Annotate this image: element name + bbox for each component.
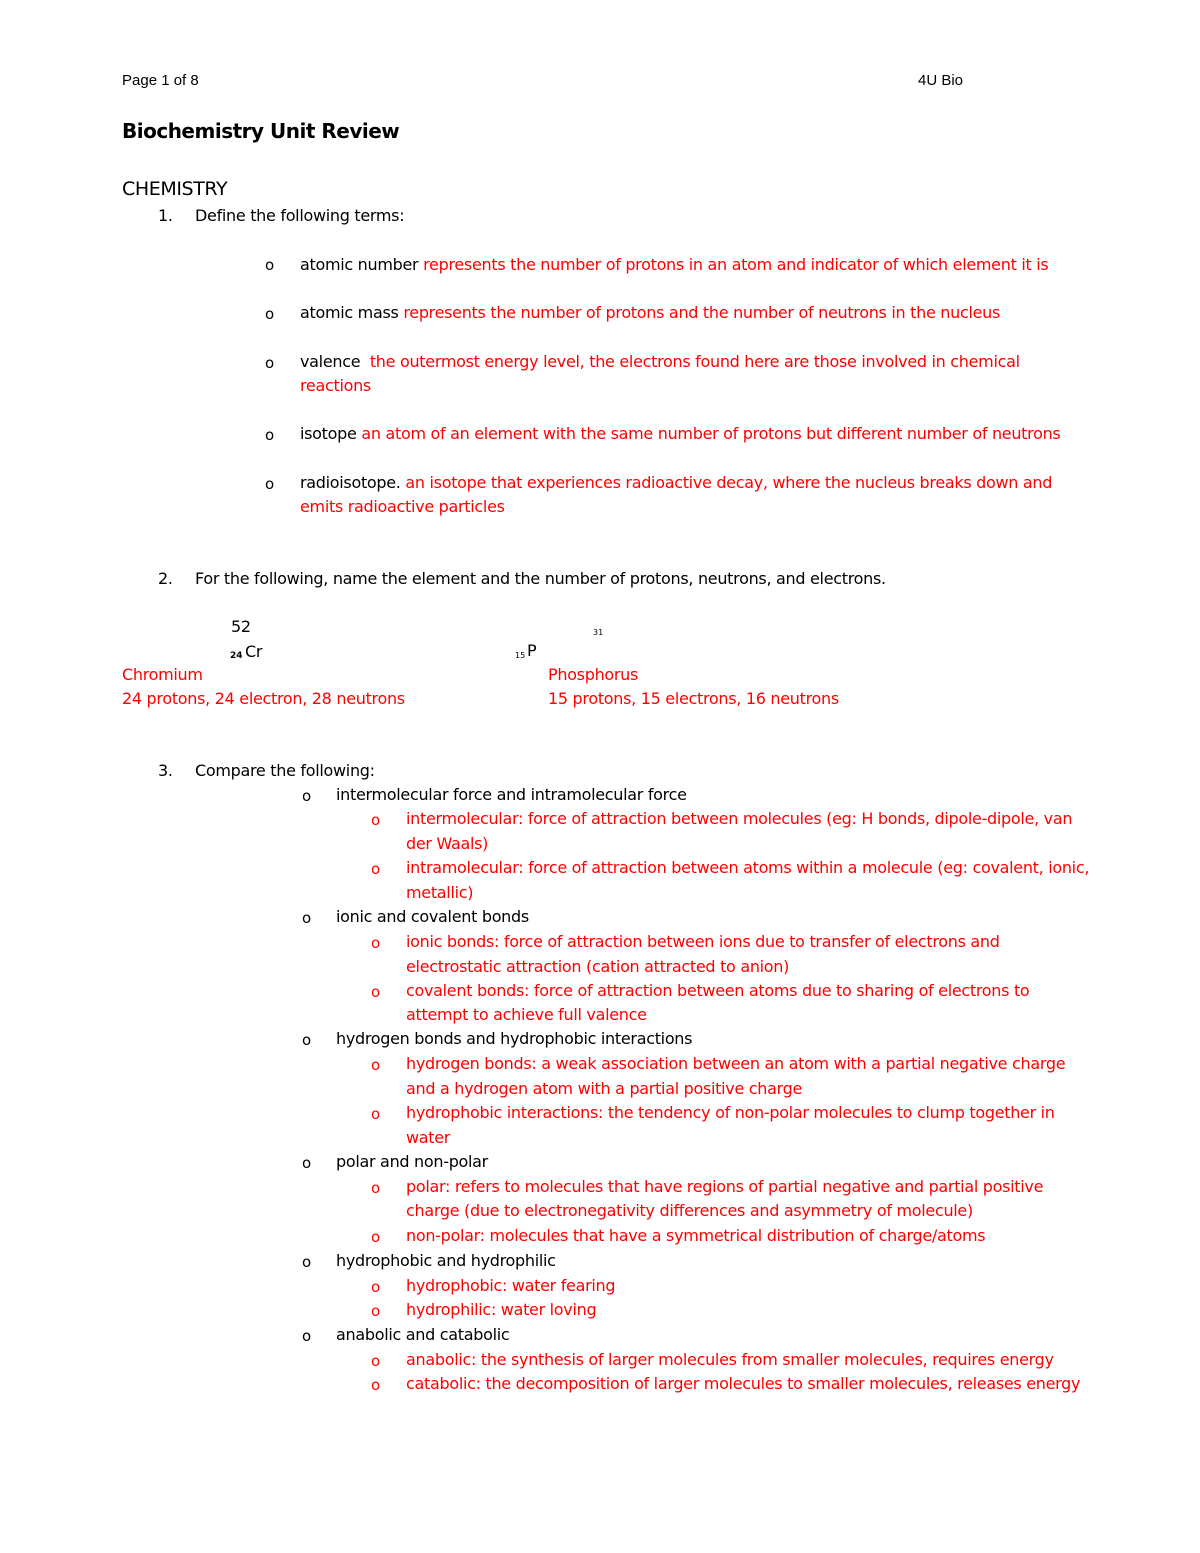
sub-bullet-icon: o (371, 1302, 381, 1320)
atomic-number-b: 15 (515, 651, 526, 660)
bullet-icon: o (302, 787, 312, 805)
sub-bullet-icon: o (371, 1179, 381, 1197)
mass-number-b: 31 (593, 628, 604, 637)
atomic-number-a: 24 (230, 651, 243, 661)
bullet-icon: o (302, 909, 312, 927)
compare-sub-answer: intramolecular: force of attraction between atoms within a molecule (eg: covalent, ionic, (406, 858, 1090, 877)
term-label: isotope (300, 424, 357, 443)
compare-sub-answer: covalent bonds: force of attraction between atoms due to sharing of electrons to (406, 981, 1030, 1000)
sub-bullet-icon: o (371, 1376, 381, 1394)
sub-bullet-icon: o (371, 1352, 381, 1370)
compare-sub-answer-continued: electrostatic attraction (cation attracted to anion) (406, 957, 790, 976)
sub-bullet-icon: o (371, 811, 381, 829)
compare-item-label: intermolecular force and intramolecular force (336, 785, 687, 804)
section-heading: CHEMISTRY (122, 178, 228, 200)
bullet-icon: o (265, 426, 275, 444)
term-answer-continued: reactions (300, 376, 371, 395)
mass-number-a: 52 (231, 617, 251, 636)
compare-sub-answer: hydrophilic: water loving (406, 1300, 597, 1319)
sub-bullet-icon: o (371, 860, 381, 878)
bullet-icon: o (265, 256, 275, 274)
sub-bullet-icon: o (371, 983, 381, 1001)
bullet-icon: o (302, 1031, 312, 1049)
element-symbol-a: Cr (245, 642, 263, 661)
q2-number: 2. (158, 569, 173, 588)
bullet-icon: o (265, 305, 275, 323)
term-entry (300, 303, 1000, 322)
term-label: atomic mass (300, 303, 399, 322)
compare-sub-answer: non-polar: molecules that have a symmetrical distribution of charge/atoms (406, 1226, 986, 1245)
compare-sub-answer: intermolecular: force of attraction between molecules (eg: H bonds, dipole-dipole, van (406, 809, 1073, 828)
compare-sub-answer: hydrogen bonds: a weak association between an atom with a partial negative charge (406, 1054, 1066, 1073)
page-number: Page 1 of 8 (122, 72, 199, 89)
sub-bullet-icon: o (371, 934, 381, 952)
compare-item-label: polar and non-polar (336, 1152, 488, 1171)
term-answer: the outermost energy level, the electrons found here are those involved in chemical (369, 352, 1020, 371)
term-entry (300, 473, 1052, 492)
compare-item-label: hydrophobic and hydrophilic (336, 1251, 556, 1270)
q2-prompt: For the following, name the element and the number of protons, neutrons, and electrons. (195, 569, 886, 588)
term-label: atomic number (300, 255, 419, 274)
q1-prompt: Define the following terms: (195, 206, 405, 225)
element-name-a: Chromium (122, 665, 203, 684)
compare-sub-answer-continued: and a hydrogen atom with a partial positive charge (406, 1079, 803, 1098)
q3-number: 3. (158, 761, 173, 780)
term-label: radioisotope. (300, 473, 401, 492)
compare-sub-answer: polar: refers to molecules that have regions of partial negative and partial positive (406, 1177, 1044, 1196)
q1-number: 1. (158, 206, 173, 225)
bullet-icon: o (302, 1154, 312, 1172)
element-name-b: Phosphorus (548, 665, 639, 684)
term-entry (300, 255, 1048, 274)
term-label: valence (300, 352, 361, 371)
term-entry (300, 424, 1060, 443)
compare-item-label: hydrogen bonds and hydrophobic interactions (336, 1029, 693, 1048)
compare-sub-answer-continued: der Waals) (406, 834, 489, 853)
sub-bullet-icon: o (371, 1228, 381, 1246)
sub-bullet-icon: o (371, 1278, 381, 1296)
bullet-icon: o (265, 354, 275, 372)
compare-sub-answer: ionic bonds: force of attraction between ions due to transfer of electrons and (406, 932, 1000, 951)
term-answer-continued: emits radioactive particles (300, 497, 505, 516)
term-answer: an isotope that experiences radioactive decay, where the nucleus breaks down and (405, 473, 1053, 492)
compare-sub-answer: hydrophobic interactions: the tendency of non-polar molecules to clump together in (406, 1103, 1055, 1122)
compare-sub-answer: anabolic: the synthesis of larger molecules from smaller molecules, requires energy (406, 1350, 1054, 1369)
bullet-icon: o (302, 1327, 312, 1345)
compare-sub-answer: hydrophobic: water fearing (406, 1276, 616, 1295)
bullet-icon: o (302, 1253, 312, 1271)
term-entry (300, 352, 1020, 371)
term-answer: represents the number of protons in an atom and indicator of which element it is (423, 255, 1049, 274)
element-counts-a: 24 protons, 24 electron, 28 neutrons (122, 689, 405, 708)
element-counts-b: 15 protons, 15 electrons, 16 neutrons (548, 689, 839, 708)
element-symbol-b: P (527, 641, 537, 660)
compare-item-label: anabolic and catabolic (336, 1325, 510, 1344)
compare-sub-answer-continued: charge (due to electronegativity differences and asymmetry of molecule) (406, 1201, 973, 1220)
term-answer: an atom of an element with the same number of protons but different number of neutrons (361, 424, 1061, 443)
compare-item-label: ionic and covalent bonds (336, 907, 529, 926)
compare-sub-answer-continued: water (406, 1128, 451, 1147)
compare-sub-answer-continued: metallic) (406, 883, 474, 902)
compare-sub-answer: catabolic: the decomposition of larger molecules to smaller molecules, releases energy (406, 1374, 1081, 1393)
course-label: 4U Bio (918, 72, 964, 89)
sub-bullet-icon: o (371, 1105, 381, 1123)
document-title: Biochemistry Unit Review (122, 119, 400, 143)
sub-bullet-icon: o (371, 1056, 381, 1074)
bullet-icon: o (265, 475, 275, 493)
q3-prompt: Compare the following: (195, 761, 375, 780)
compare-sub-answer-continued: attempt to achieve full valence (406, 1005, 647, 1024)
term-answer: represents the number of protons and the number of neutrons in the nucleus (403, 303, 1001, 322)
